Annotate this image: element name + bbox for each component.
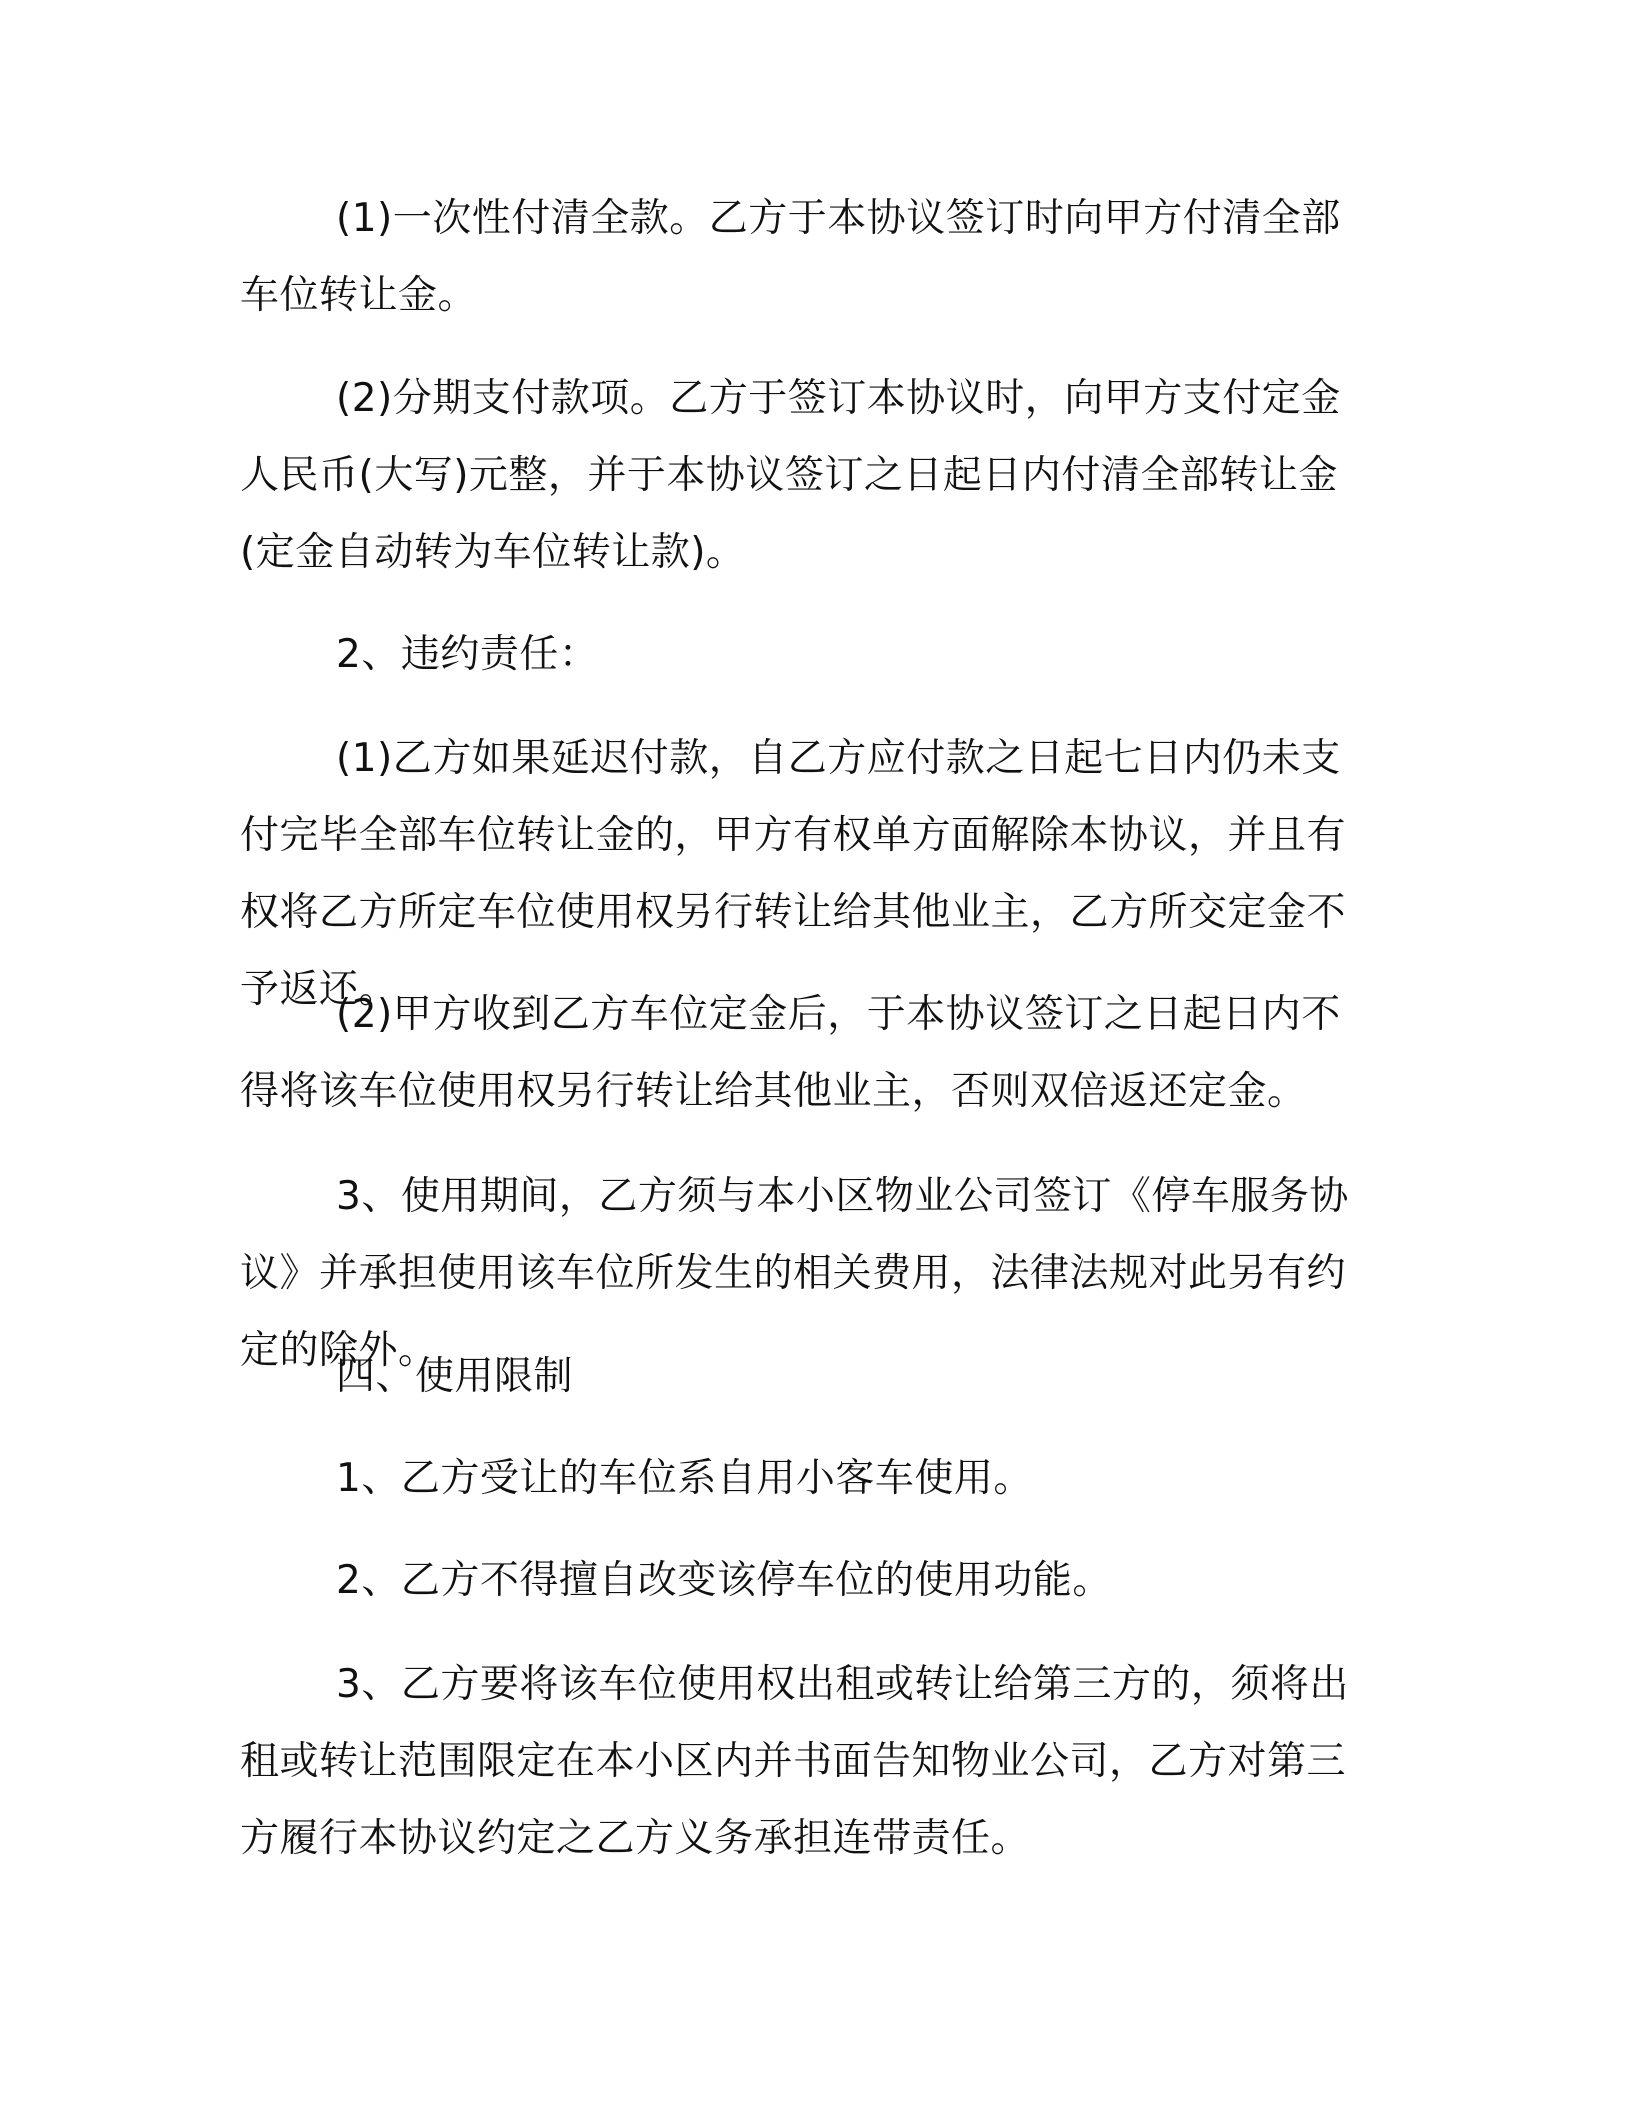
paragraph-parking-service-agreement: 3、使用期间，乙方须与本小区物业公司签订《停车服务协议》并承担使用该车位所发生的相关费用，法律法规对此另有约定的除外。	[240, 1174, 1349, 1373]
paragraph-deposit-return: (2)甲方收到乙方车位定金后，于本协议签订之日起日内不得将该车位使用权另行转让给其他业主，否则双倍返还定金。	[240, 992, 1341, 1114]
paragraph-payment-lump-sum: (1)一次性付清全款。乙方于本协议签订时向甲方付清全部车位转让金。	[240, 196, 1341, 318]
paragraph-lease-transfer-restriction: 3、乙方要将该车位使用权出租或转让给第三方的，须将出租或转让范围限定在本小区内并书面告知物业公司，乙方对第三方履行本协议约定之乙方义务承担连带责任。	[240, 1662, 1349, 1861]
paragraph-no-function-change: 2、乙方不得擅自改变该停车位的使用功能。	[336, 1558, 1112, 1603]
paragraph-payment-installments: (2)分期支付款项。乙方于签订本协议时，向甲方支付定金人民币(大写)元整，并于本协议签订之日起日内付清全部转让金(定金自动转为车位转让款)。	[240, 376, 1341, 575]
heading-use-restrictions: 四、使用限制	[336, 1354, 574, 1399]
paragraph-private-car-use: 1、乙方受让的车位系自用小客车使用。	[336, 1456, 1033, 1501]
heading-breach-liability: 2、违约责任：	[336, 632, 599, 677]
paragraph-late-payment: (1)乙方如果延迟付款，自乙方应付款之日起七日内仍未支付完毕全部车位转让金的，甲方有权单方面解除本协议，并且有权将乙方所定车位使用权另行转让给其他业主，乙方所交定金不予返还。	[240, 736, 1347, 1012]
